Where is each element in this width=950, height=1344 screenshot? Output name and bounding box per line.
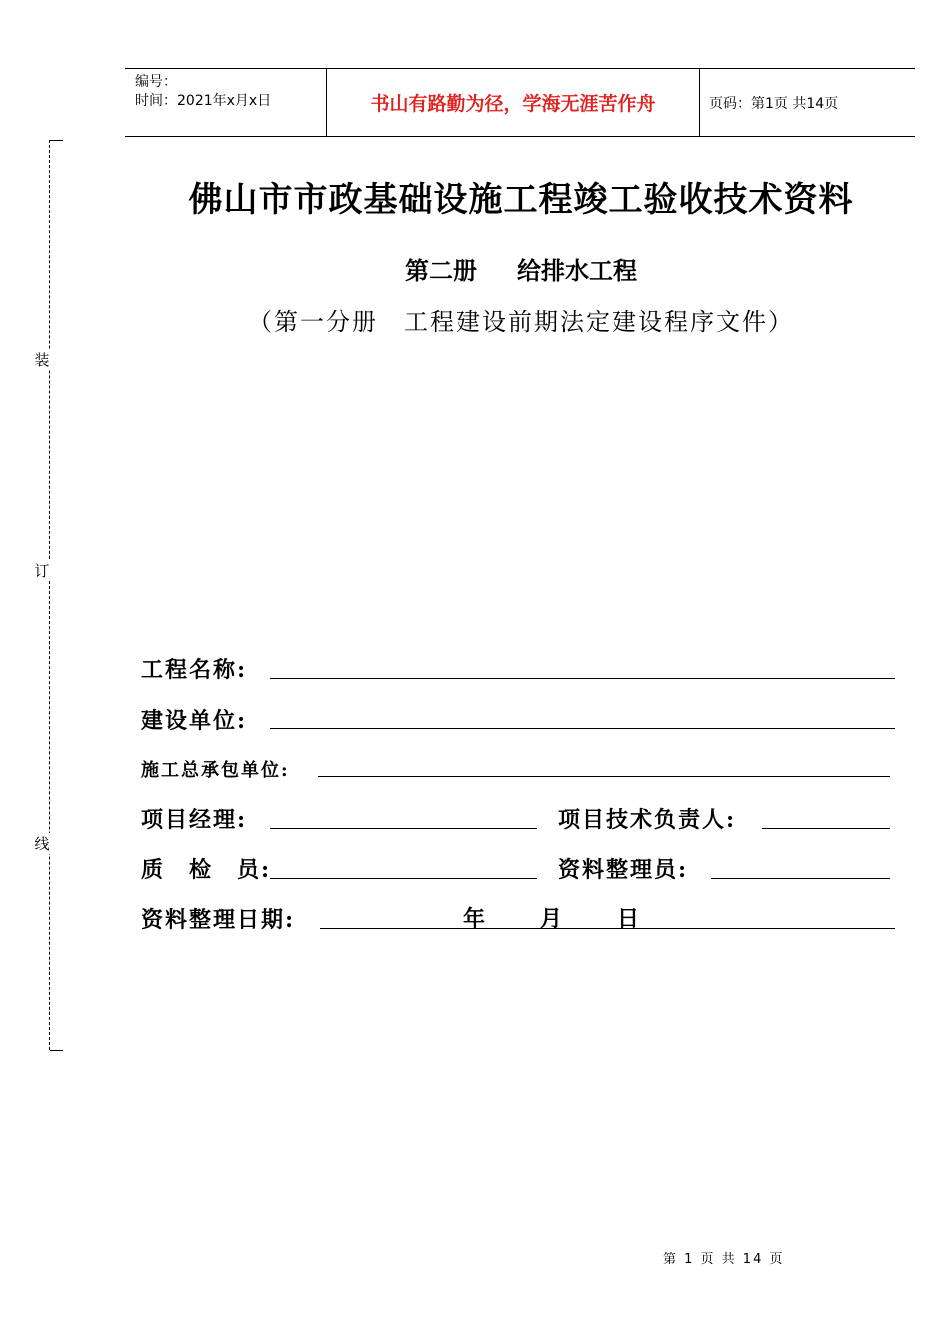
subvolume-title: （第一分册 工程建设前期法定建设程序文件） (248, 308, 794, 336)
tech-lead-field[interactable] (762, 828, 890, 829)
binding-tick-bottom (50, 1050, 63, 1051)
contractor-label: 施工总承包单位: (141, 760, 290, 781)
build-unit-field[interactable] (270, 728, 895, 729)
page-title: 佛山市市政基础设施工程竣工验收技术资料 (188, 180, 854, 220)
date-month: 月 (540, 906, 563, 932)
archive-date-label: 资料整理日期: (141, 907, 296, 933)
binding-char-xian: 线 (34, 835, 50, 853)
binding-tick-top (50, 140, 63, 141)
number-label: 编号： (135, 74, 177, 90)
volume-title (0, 251, 950, 286)
time-label: 时间：2021年x月x日 (135, 93, 272, 109)
inspector-label: 质 检 员: (141, 857, 272, 883)
contractor-field[interactable] (318, 776, 890, 777)
date-year: 年 (463, 906, 486, 932)
tech-lead-label: 项目技术负责人: (558, 807, 737, 833)
inspector-field[interactable] (270, 878, 537, 879)
binding-char-zhuang: 装 (34, 351, 50, 369)
header-divider (699, 69, 700, 136)
header-motto: 书山有路勤为径，学海无涯苦作舟 (370, 93, 656, 115)
header-page-info: 页码：第1页 共14页 (709, 95, 839, 112)
date-day: 日 (617, 906, 640, 932)
archivist-label: 资料整理员: (558, 857, 689, 883)
binding-char-ding: 订 (34, 562, 50, 580)
volume-number: 第二册 (405, 257, 477, 285)
archivist-field[interactable] (711, 878, 890, 879)
project-manager-label: 项目经理: (141, 807, 248, 833)
page-footer: 第 1 页 共 14 页 (663, 1252, 785, 1267)
archive-date-field[interactable] (320, 928, 895, 929)
header-table (125, 68, 915, 137)
project-name-label: 工程名称: (141, 657, 248, 683)
project-manager-field[interactable] (270, 828, 537, 829)
volume-name: 给排水工程 (517, 257, 637, 285)
header-meta (135, 73, 271, 111)
build-unit-label: 建设单位: (141, 708, 248, 734)
project-name-field[interactable] (270, 678, 895, 679)
